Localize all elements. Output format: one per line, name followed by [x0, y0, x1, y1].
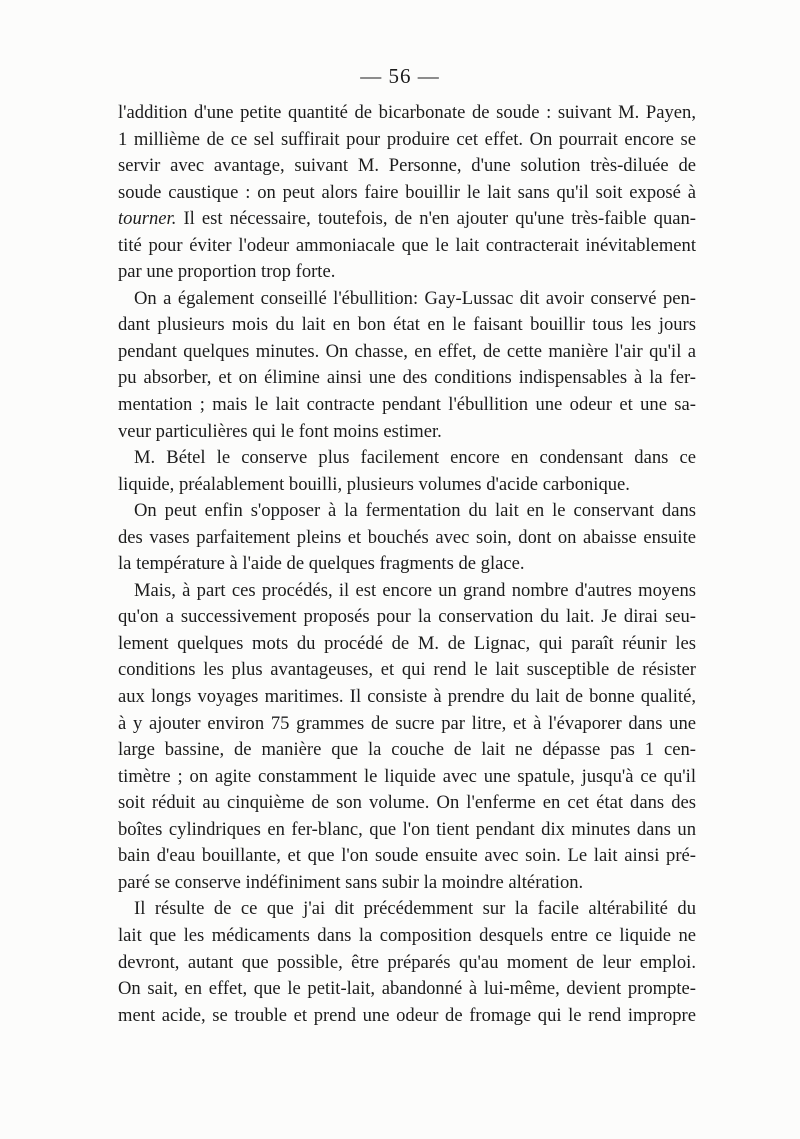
text-line: 1 millième de ce sel suffirait pour produire cet effet. On pourrait encore se	[118, 128, 696, 150]
text-line: des vases parfaitement pleins et bouchés avec soin, dont on abaisse ensuite	[118, 526, 696, 548]
text-line: qu'on a successivement proposés pour la conservation du lait. Je dirai seu-	[118, 606, 696, 628]
text-line: M. Bétel le conserve plus facilement encore en condensant dans ce	[134, 447, 696, 469]
text-line: servir avec avantage, suivant M. Personne, d'une solution très-diluée de	[118, 155, 696, 177]
text-line: On sait, en effet, que le petit-lait, abandonné à lui-même, devient prompte-	[118, 978, 696, 1000]
text-line: lement quelques mots du procédé de M. de Lignac, qui paraît réunir les	[118, 632, 696, 654]
text-line: la température à l'aide de quelques fragments de glace.	[118, 553, 525, 575]
page-number: — 56 —	[360, 64, 440, 88]
text-line: tité pour éviter l'odeur ammoniacale que le lait contracterait inévitablement	[118, 234, 696, 256]
body-text	[118, 100, 696, 1029]
text-line: paré se conserve indéfiniment sans subir la moindre altération.	[118, 871, 584, 893]
text-line: veur particulières qui le font moins estimer.	[118, 420, 442, 442]
text-line: On a également conseillé l'ébullition: Gay-Lussac dit avoir conservé pen-	[134, 287, 696, 309]
text-line: large bassine, de manière que la couche de lait ne dépasse pas 1 cen-	[118, 739, 696, 761]
text-line: à y ajouter environ 75 grammes de sucre par litre, et à l'évaporer dans une	[118, 712, 696, 734]
text-line: ment acide, se trouble et prend une odeur de fromage qui le rend impropre	[118, 1004, 696, 1026]
text-line: aux longs voyages maritimes. Il consiste à prendre du lait de bonne qualité,	[118, 686, 696, 708]
text-line: On peut enfin s'opposer à la fermentation du lait en le conservant dans	[134, 500, 696, 522]
text-line: pendant quelques minutes. On chasse, en effet, de cette manière l'air qu'il a	[118, 340, 696, 362]
text-line: pu absorber, et on élimine ainsi une des conditions indispensables à la fer-	[118, 367, 696, 389]
text-line: soit réduit au cinquième de son volume. On l'enferme en cet état dans des	[118, 792, 696, 814]
text-line: lait que les médicaments dans la composition desquels entre ce liquide ne	[118, 924, 696, 946]
text-line: Il résulte de ce que j'ai dit précédemment sur la facile altérabilité du	[134, 898, 696, 920]
text-line: conditions les plus avantageuses, et qui rend le lait susceptible de résister	[118, 659, 696, 681]
text-line: soude caustique : on peut alors faire bouillir le lait sans qu'il soit exposé à	[118, 181, 696, 203]
text-line: par une proportion trop forte.	[118, 261, 336, 283]
text-line: boîtes cylindriques en fer-blanc, que l'on tient pendant dix minutes dans un	[118, 818, 696, 840]
text-line: tourner. Il est nécessaire, toutefois, de n'en ajouter qu'une très-faible quan-	[118, 208, 696, 230]
text-line: Mais, à part ces procédés, il est encore un grand nombre d'autres moyens	[134, 579, 696, 601]
text-line: liquide, préalablement bouilli, plusieurs volumes d'acide carbonique.	[118, 473, 630, 495]
text-line: devront, autant que possible, être préparés qu'au moment de leur emploi.	[118, 951, 696, 973]
text-line: dant plusieurs mois du lait en bon état en le faisant bouillir tous les jours	[118, 314, 696, 336]
text-line: mentation ; mais le lait contracte pendant l'ébullition une odeur et une sa-	[118, 394, 696, 416]
text-line: bain d'eau bouillante, et que l'on soude ensuite avec soin. Le lait ainsi pré-	[118, 845, 696, 867]
italic-word: tourner.	[118, 208, 177, 230]
text-line: l'addition d'une petite quantité de bicarbonate de soude : suivant M. Payen,	[118, 102, 696, 123]
text-line: timètre ; on agite constamment le liquide avec une spatule, jusqu'à ce qu'il	[118, 765, 696, 787]
